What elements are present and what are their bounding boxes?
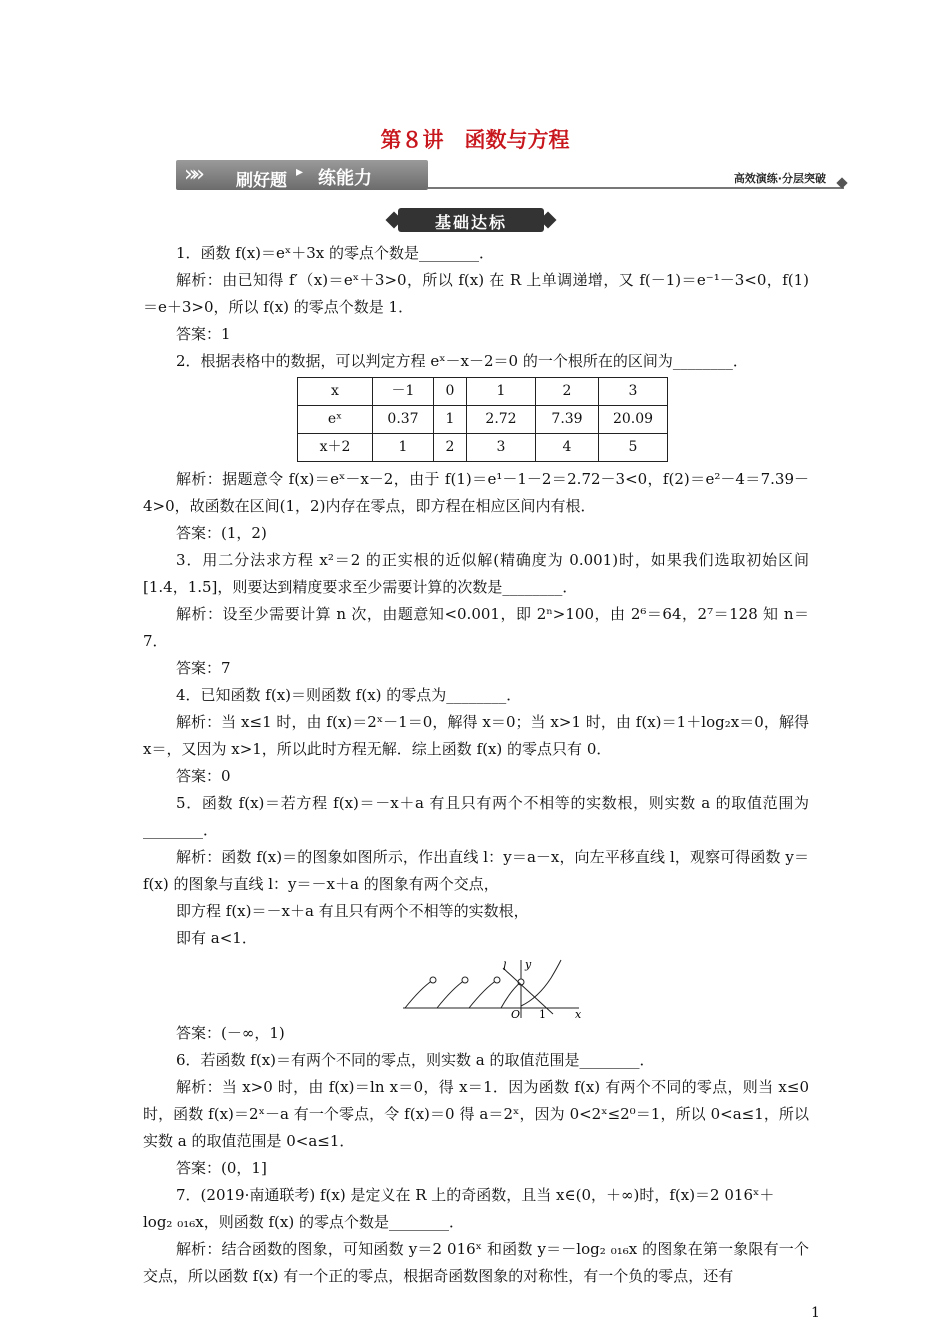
banner-left-label: 刷好题 <box>236 171 287 191</box>
open-point <box>494 977 500 983</box>
table-cell: 5 <box>599 434 668 462</box>
curve-segment <box>501 982 521 1008</box>
practice-banner <box>176 158 848 194</box>
solution-1: 解析：由已知得 f′（x)＝eˣ＋3>0，所以 f(x) 在 R 上单调递增，又 f(－1)＝e⁻¹－3<0，f(1)＝e＋3>0，所以 f(x) 的零点个数是 1． <box>143 271 809 316</box>
table-cell: 0.37 <box>373 406 434 434</box>
open-point <box>430 977 436 983</box>
value-table <box>297 377 668 462</box>
double-chevron-icon: »» <box>184 162 199 187</box>
function-graph <box>403 958 583 1020</box>
banner-tagline: 高效演练·分层突破 <box>733 172 826 185</box>
section-heading: 基础达标 <box>434 213 507 232</box>
table-cell: 3 <box>599 378 668 406</box>
table-cell: 1 <box>434 406 467 434</box>
label-one: 1 <box>539 1008 546 1020</box>
document-body <box>143 240 814 1290</box>
problem-6: 6．若函数 f(x)＝有两个不同的零点，则实数 a 的取值范围是________． <box>176 1051 655 1069</box>
table-cell: 7.39 <box>536 406 599 434</box>
table-cell: 1 <box>373 434 434 462</box>
banner-tab <box>176 160 428 190</box>
solution-4: 解析：当 x≤1 时，由 f(x)＝2ˣ－1＝0，解得 x＝0；当 x>1 时，由 f(x)＝1＋log₂x＝0，解得 x＝，又因为 x>1，所以此时方程无解．综上函数 f(x) 的零点只有 0． <box>143 713 814 758</box>
curve-segment <box>405 980 433 1008</box>
label-x: x <box>575 1008 582 1020</box>
solution-6: 解析：当 x>0 时，由 f(x)＝ln x＝0，得 x＝1．因为函数 f(x) 有两个不同的零点，则当 x≤0 时，函数 f(x)＝2ˣ－a 有一个零点，令 f(x)＝0 得 a＝2ˣ，因为 0<2ˣ≤2⁰＝1，所以 0<a≤1，所以实数 a 的取值范围是 0<a≤1． <box>143 1078 814 1150</box>
page-number: 1 <box>811 1305 820 1321</box>
table-cell: x＋2 <box>298 434 373 462</box>
problem-5: 5．函数 f(x)＝若方程 f(x)＝－x＋a 有且只有两个不相等的实数根，则实数 a 的取值范围为________． <box>143 794 809 839</box>
table-cell: 3 <box>467 434 536 462</box>
problem-7: 7．(2019·南通联考) f(x) 是定义在 R 上的奇函数，且当 x∈(0，＋∞)时，f(x)＝2 016ˣ＋ <box>176 1186 775 1204</box>
table-row <box>298 406 668 434</box>
curve-segment <box>469 980 497 1008</box>
table-cell: 2.72 <box>467 406 536 434</box>
curve-segment <box>437 980 465 1008</box>
banner-divider <box>428 187 844 189</box>
table-cell: 1 <box>467 378 536 406</box>
open-point <box>462 977 468 983</box>
answer-1: 答案：1 <box>176 325 231 343</box>
answer-5: 答案：(－∞，1) <box>176 1024 285 1042</box>
label-y: y <box>525 958 532 971</box>
answer-3: 答案：7 <box>176 659 231 677</box>
answer-6: 答案：(0，1] <box>176 1159 267 1177</box>
problem-1: 1．函数 f(x)＝eˣ＋3x 的零点个数是________． <box>176 244 495 262</box>
table-row <box>298 434 668 462</box>
table-row <box>298 378 668 406</box>
table-cell: 2 <box>434 434 467 462</box>
problem-7-cont: log₂ ₀₁₆x，则函数 f(x) 的零点个数是________． <box>143 1213 464 1231</box>
solution-3: 解析：设至少需要计算 n 次，由题意知<0.001，即 2ⁿ>100，由 2⁶＝64，2⁷＝128 知 n＝7． <box>143 605 809 650</box>
problem-2: 2．根据表格中的数据，可以判定方程 eˣ－x－2＝0 的一个根所在的区间为________． <box>176 352 748 370</box>
solution-7: 解析：结合函数的图象，可知函数 y＝2 016ˣ 和函数 y＝－log₂ ₀₁₆x 的图象在第一象限有一个交点，所以函数 f(x) 有一个正的零点，根据奇函数图象的对称性，有一个负的零点，还有 <box>143 1240 809 1285</box>
table-cell: eˣ <box>298 406 373 434</box>
table-cell: 0 <box>434 378 467 406</box>
table-cell: 20.09 <box>599 406 668 434</box>
solution-2: 解析：据题意令 f(x)＝eˣ－x－2，由于 f(1)＝e¹－1－2＝2.72－3<0，f(2)＝e²－4＝7.39－4>0，故函数在区间(1，2)内存在零点，即方程在相应区间内有根． <box>143 470 809 515</box>
banner-right-label: 练能力 <box>318 168 372 189</box>
label-l: l <box>503 960 507 973</box>
answer-4: 答案：0 <box>176 767 231 785</box>
answer-2: 答案：(1，2) <box>176 524 267 542</box>
banner-dot-icon: ▸ <box>296 164 304 180</box>
table-cell: －1 <box>373 378 434 406</box>
problem-3: 3．用二分法求方程 x²＝2 的正实根的近似解(精确度为 0.001)时，如果我们选取初始区间[1.4，1.5]，则要达到精度要求至少需要计算的次数是________． <box>143 551 809 596</box>
table-cell: 2 <box>536 378 599 406</box>
problem-4: 4．已知函数 f(x)＝则函数 f(x) 的零点为________． <box>176 686 522 704</box>
label-origin: O <box>511 1008 521 1020</box>
page-title: 第８讲 函数与方程 <box>380 128 570 152</box>
solution-5-line3: 即有 a<1． <box>176 929 257 947</box>
solution-5: 解析：函数 f(x)＝的图象如图所示，作出直线 l：y＝a－x，向左平移直线 l，观察可得函数 y＝f(x) 的图象与直线 l：y＝－x＋a 的图象有两个交点， <box>143 848 809 893</box>
table-cell: x <box>298 378 373 406</box>
solution-5-line2: 即方程 f(x)＝－x＋a 有且只有两个不相等的实数根， <box>176 902 529 920</box>
section-header <box>380 206 562 234</box>
table-cell: 4 <box>536 434 599 462</box>
